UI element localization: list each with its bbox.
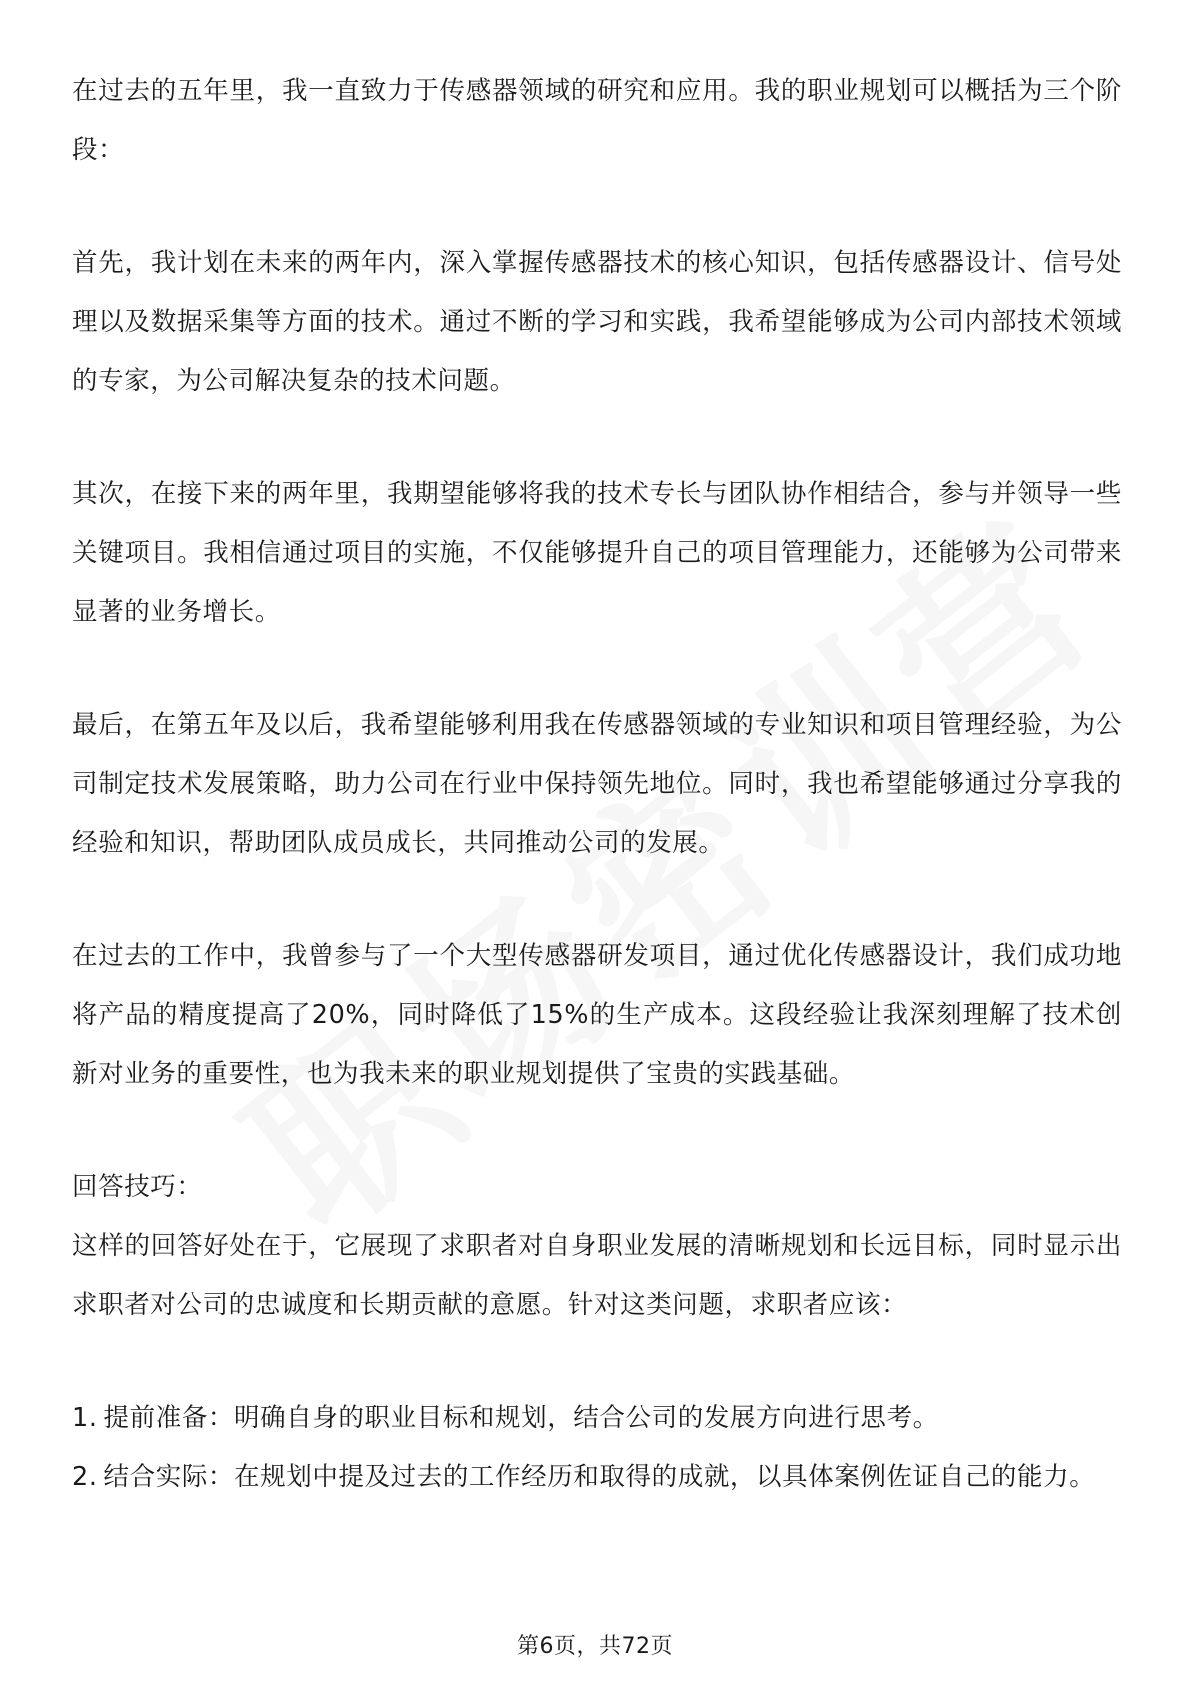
paragraph-stage-two: 其次，在接下来的两年里，我期望能够将我的技术专长与团队协作相结合，参与并领导一些关键项目。我相信通过项目的实施，不仅能够提升自己的项目管理能力，还能够为公司带来显著的业务增长。 — [72, 479, 1122, 627]
paragraph-experience: 在过去的工作中，我曾参与了一个大型传感器研发项目，通过优化传感器设计，我们成功地将产品的精度提高了20%，同时降低了15%的生产成本。这段经验让我深刻理解了技术创新对业务的重要性，也为我未来的职业规划提供了宝贵的实践基础。 — [72, 941, 1122, 1089]
paragraph-stage-one: 首先，我计划在未来的两年内，深入掌握传感器技术的核心知识，包括传感器设计、信号处理以及数据采集等方面的技术。通过不断的学习和实践，我希望能够成为公司内部技术领域的专家，为公司解决复杂的技术问题。 — [72, 248, 1122, 396]
page-number-footer: 第6页，共72页 — [517, 1634, 673, 1659]
document-body — [72, 62, 1122, 1507]
list-item — [72, 1389, 1122, 1448]
tips-intro: 这样的回答好处在于，它展现了求职者对自身职业发展的清晰规划和长远目标，同时显示出求职者对公司的忠诚度和长期贡献的意愿。针对这类问题，求职者应该： — [72, 1231, 1122, 1320]
list-item-text: 提前准备：明确自身的职业目标和规划，结合公司的发展方向进行思考。 — [103, 1403, 939, 1433]
list-item — [72, 1448, 1122, 1507]
list-item-number: 2. — [72, 1462, 98, 1492]
list-item-text: 结合实际：在规划中提及过去的工作经历和取得的成就，以具体案例佐证自己的能力。 — [103, 1462, 1096, 1492]
list-item-number: 1. — [72, 1403, 98, 1433]
paragraph-intro: 在过去的五年里，我一直致力于传感器领域的研究和应用。我的职业规划可以概括为三个阶段： — [72, 76, 1122, 165]
paragraph-stage-three: 最后，在第五年及以后，我希望能够利用我在传感器领域的专业知识和项目管理经验，为公司制定技术发展策略，助力公司在行业中保持领先地位。同时，我也希望能够通过分享我的经验和知识，帮助团队成员成长，共同推动公司的发展。 — [72, 710, 1122, 858]
tips-heading: 回答技巧： — [72, 1172, 203, 1202]
